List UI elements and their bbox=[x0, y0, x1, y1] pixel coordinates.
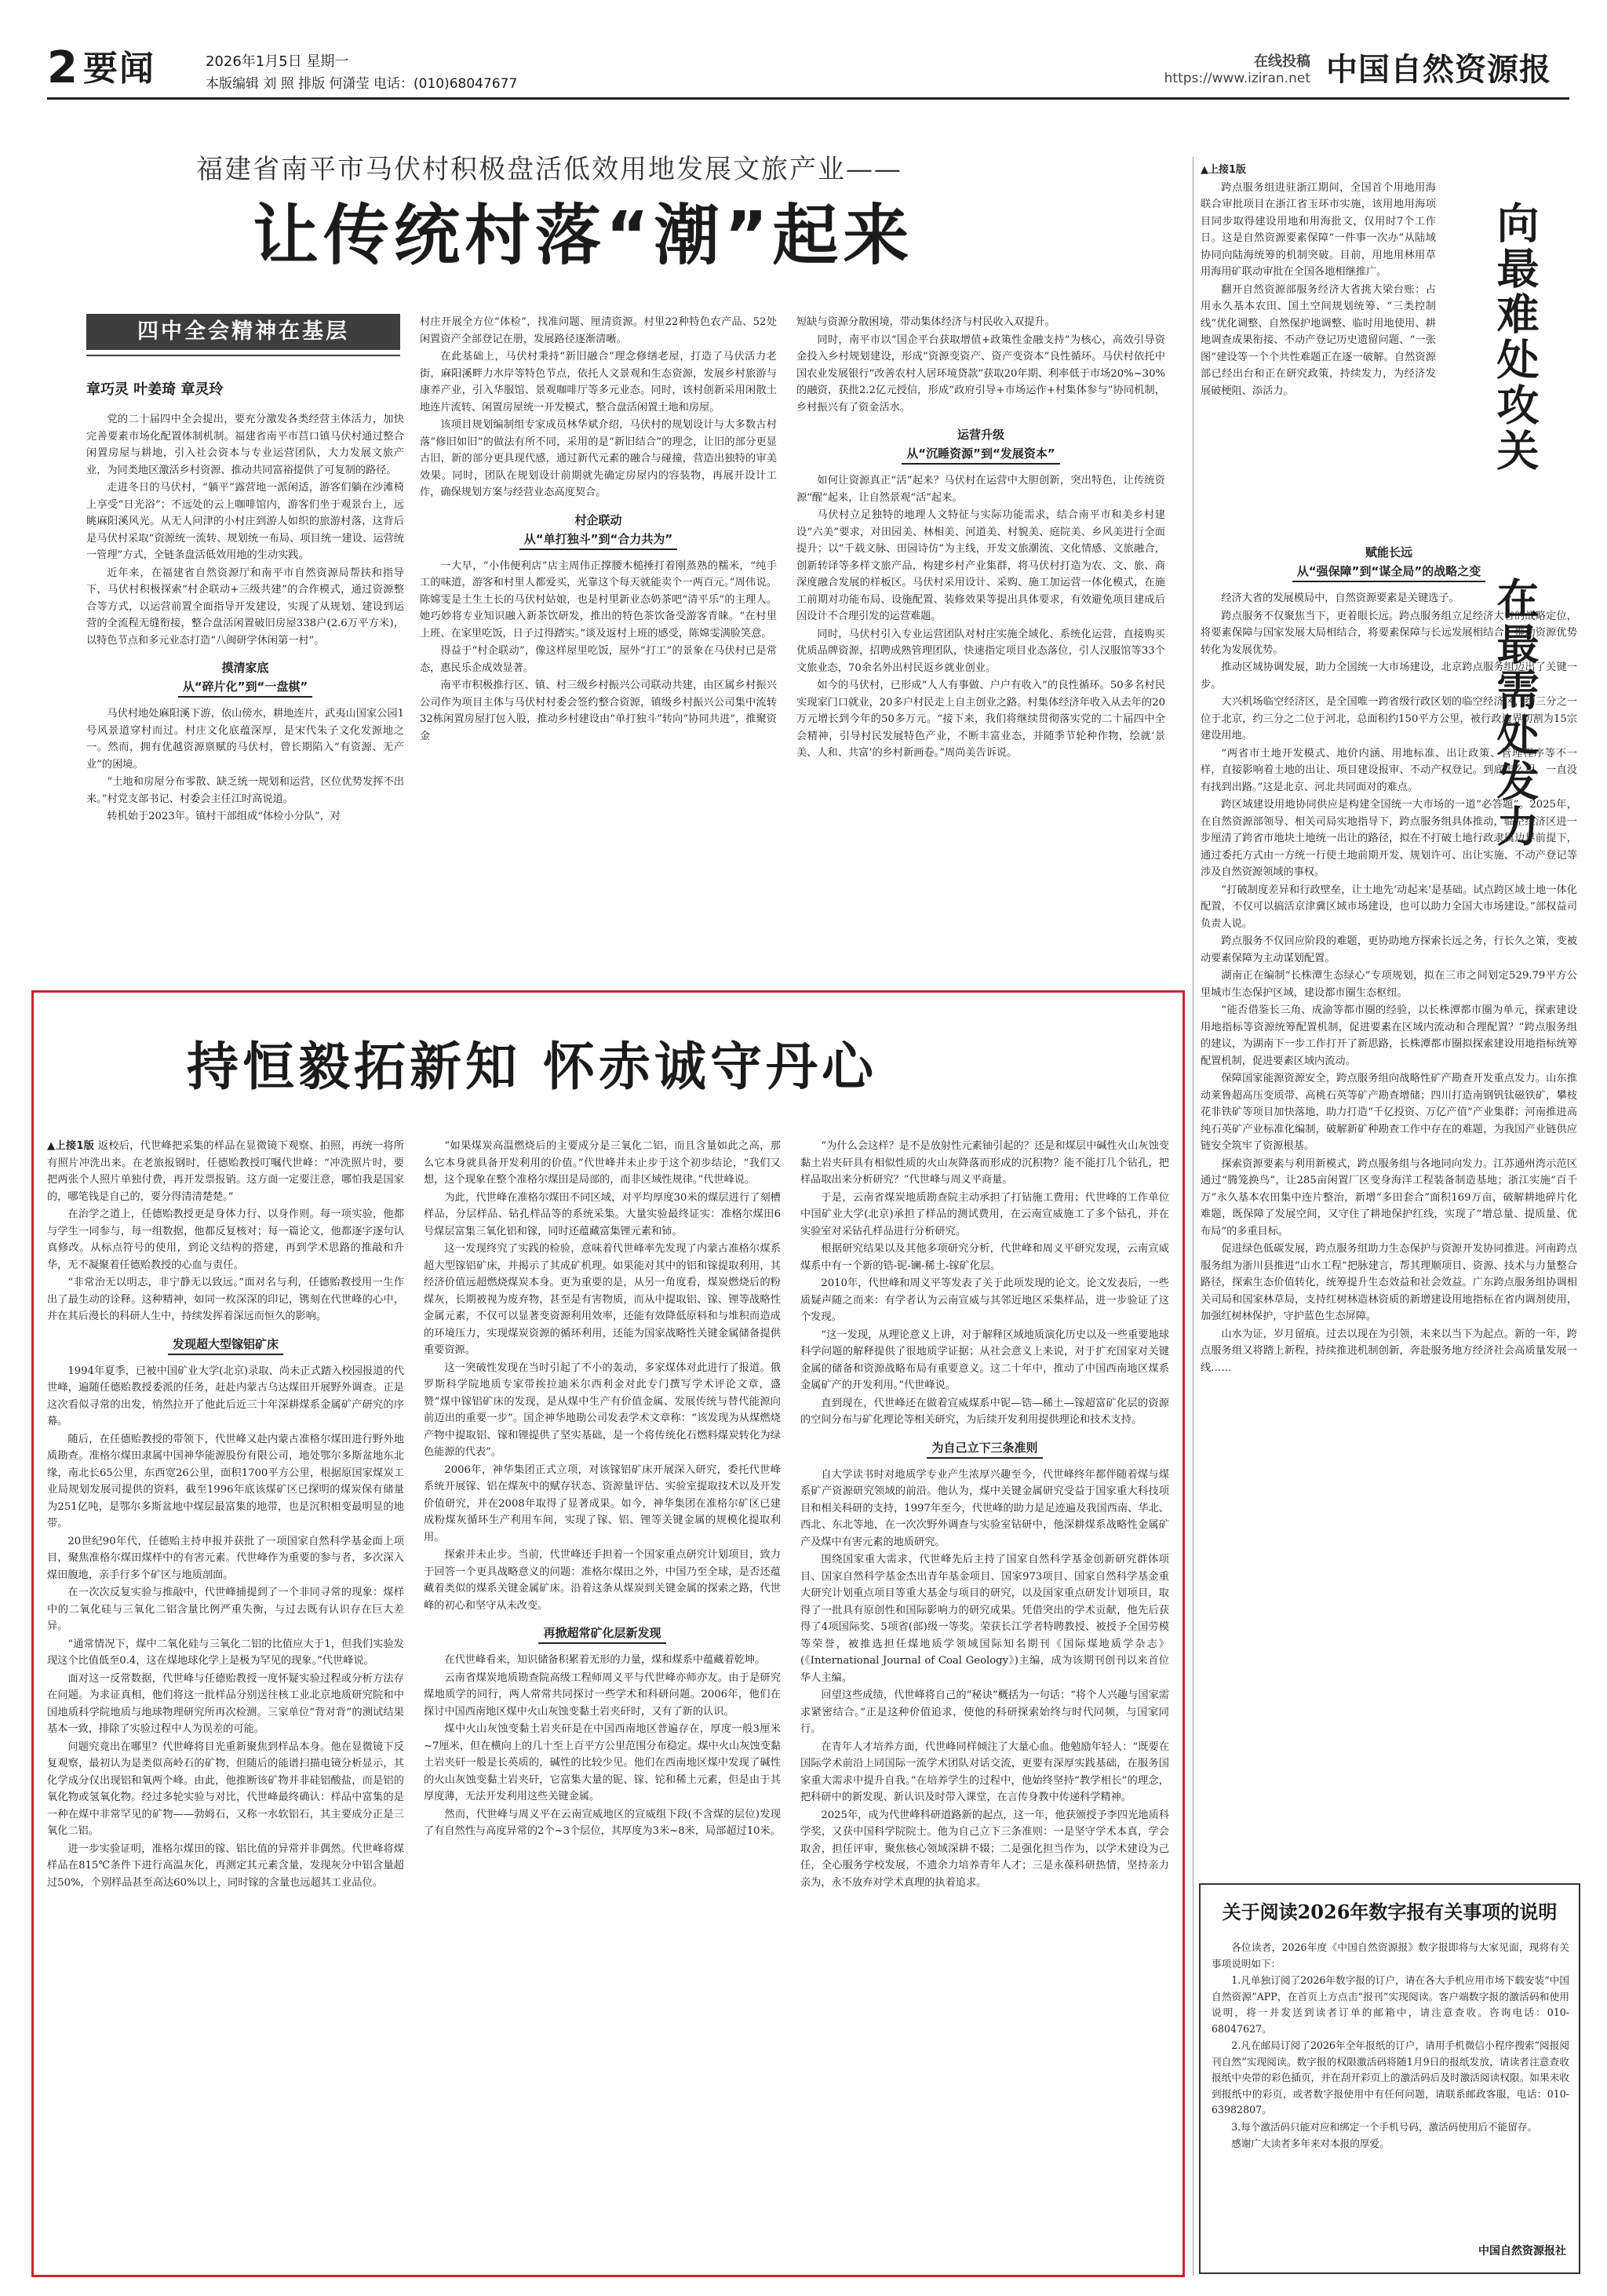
paragraph: 20世纪90年代，任德贻主持申报并获批了一项国家自然科学基金面上项目，聚焦准格尔煤田煤样中的有害元素。代世峰作为重要的参与者，多次深入煤田腹地，亲手行多个矿区与地质剖面。 bbox=[47, 1535, 404, 1581]
paper-name: 中国自然资源报 bbox=[1326, 51, 1551, 88]
paragraph: 直到现在，代世峰还在做着宣威煤系中铌—锆—稀土—镓超富矿化层的资源的空间分布与矿化理论等相关研究，为后续开发利用提供理论和技术支持。 bbox=[800, 1397, 1169, 1426]
paragraph: 推动区域协调发展，助力全国统一大市场建设，北京跨点服务组迈出了关键一步。 bbox=[1201, 661, 1577, 691]
paragraph: 短缺与资源分散困境，带动集体经济与村民收入双提升。 bbox=[796, 316, 1055, 328]
section-name: 要闻 bbox=[83, 49, 155, 89]
paragraph: 该项目规划编制组专家成员林华斌介绍，马伏村的规划设计与大多数古村落“修旧如旧”的做法有所不同，采用的是“新旧结合”的理念，让旧的部分更显古旧，新的部分更具现代感，通过新代元素的融合与碰撞，营造出独特的审美效果。同时，团队在规划设计前期就先确定房屋内的容装物，再展开设计工作，确保规划方案与经营业态高度契合。 bbox=[420, 419, 777, 498]
paragraph: 如今的马伏村，已形成“人人有事做、户户有收入”的良性循环。50多名村民实现家门口就业，20多户村民走上自主创业之路。村集体经济年收入从去年的20万元增长到今年的50多万元。“接下来，我们将继续贯彻落实党的二十届四中全会精神，引导村民发展特色产业，不断丰富业态，并随季节轮种作物，绘就‘景美、人和、共富’的乡村新画卷。”周尚美告诉说。 bbox=[796, 680, 1165, 759]
column-tag-underline bbox=[86, 355, 400, 356]
sidebar-column-top bbox=[1201, 162, 1436, 519]
paragraph: 2025年，成为代世峰科研道路新的起点，这一年，他获颁授予李四光地质科学奖，又获中国科学院院士。他为自己立下三条准则：一是坚守学术本真，学会取舍，担任评审，聚焦核心领域深耕不辍；二是强化担当作为，以学术建设为己任，全心服务学校发展，不遗余力培养青年人才；三是永葆科研热情，坚持亲力亲为，永不放弃对学术真理的执着追求。 bbox=[800, 1809, 1169, 1889]
article-1-column-2 bbox=[420, 314, 777, 979]
paragraph: 得益于“村企联动”，像这样屋里吃饭，屋外“打工”的景象在马伏村已是常态，惠民乐企成效显著。 bbox=[420, 645, 777, 674]
paragraph: 围绕国家重大需求，代世峰先后主持了国家自然科学基金创新研究群体项目、国家自然科学基金杰出青年基金项目、国家973项目、国家自然科学基金重大研究计划重点项目等重大基金与项目的研究，以及国家重点研发计划项目，取得了一批具有原创性和国际影响力的研究成果。凭借突出的学术贡献，他先后获得了4项国际奖、5项省(部)级一等奖。荣获长江学者特聘教授、被授予全国劳模等荣誉，被推选担任煤地质学领域国际知名期刊《国际煤地质学杂志》(《International Journal of Coal Geology》)主编，成为该期刊创刊以来首位华人主编。 bbox=[800, 1554, 1169, 1684]
paragraph: 问题究竟出在哪里？代世峰将目光重新聚焦到样品本身。他在显微镜下反复观察，最初认为是类似高岭石的矿物，但随后的能谱扫描电镜分析显示，其化学成分仅出现铝和氧两个峰。由此，他推断该矿物并非硅铝酸盐，而是铝的氧化物或氢氧化物。经过多轮实验与对比，代世峰最终确认：样品中富集的是一种在煤中非常罕见的矿物——勃姆石，又称一水软铝石，其主要成分正是三氧化二铝。 bbox=[47, 1740, 404, 1837]
paragraph: 回望这些成绩，代世峰将自己的“秘诀”概括为一句话：“将个人兴趣与国家需求紧密结合。”正是这种价值追求，使他的科研探索始终与时代同频，与国家同行。 bbox=[800, 1689, 1169, 1735]
subhead-operation-upgrade: 运营升级 从“沉睡资源”到“发展资本” bbox=[796, 425, 1165, 465]
paragraph: 近年来，在福建省自然资源厅和南平市自然资源局帮扶和指导下，马伏村积极探索“村企联动+三级共建”的合作模式，通过资源整合等方式，以运营前置全面指导开发建设，实现了从规划、建设到运营的全流程无缝衔接，整合盘活闲置破旧房屋338户(2.6万平方米)，以特色节点和多元业态打造“八闽研学休闲第一村”。 bbox=[86, 567, 404, 647]
paragraph: 在青年人才培养方面，代世峰同样倾注了大量心血。他勉励年轻人：“既要在国际学术前沿上同国际一流学术团队对话交流，更要有深厚实践基础，在服务国家重大需求中提升自我。”在培养学生的过程中，他始终坚持“教学相长”的理念，把科研中的新发现、新认识及时带入课堂，在言传身教中传递科学精神。 bbox=[800, 1740, 1169, 1803]
sidebar-subhead: 赋能长远 从“强保障”到“谋全局”的战略之变 bbox=[1201, 543, 1577, 582]
online-submission-label: 在线投稿 bbox=[1254, 53, 1310, 70]
paragraph: 跨点服务不仅聚焦当下，更着眼长远。跨点服务组立足经济大省的战略定位，将要素保障与国家发展大局相结合，将要素保障与长远发展相结合，推动资源优势转化为发展优势。 bbox=[1201, 610, 1577, 656]
paragraph: “非常治无以明志，非宁静无以致远。”面对名与利，任德贻教授用一生作出了最生动的诠释。这种精神，如同一枚深深的印记，镌刻在代世峰的心中，并在其后漫长的科研人生中，持续发挥着深远而恒久的影响。 bbox=[47, 1277, 404, 1322]
paragraph: “打破制度差异和行政壁垒，让土地先‘动起来’是基础。试点跨区域土地一体化配置，不仅可以搞活京津冀区域市场建设，也可以助力全国大市场建设。”部权益司负责人说。 bbox=[1201, 884, 1577, 930]
paragraph: 大兴机场临空经济区，是全国唯一跨省级行政区划的临空经济区，约三分之一位于北京，约三分之二位于河北，总面积约150平方公里，被行政边界切割为15宗建设用地。 bbox=[1201, 696, 1577, 742]
paragraph: 马伏村地处麻阳溪下游，依山傍水，耕地连片，武夷山国家公园1号风景道穿村而过。村庄文化底蕴深厚，是宋代朱子文化发源地之一。然而，拥有优越资源禀赋的马伏村，曾长期陷入“有资源、无产业”的困境。 bbox=[86, 708, 404, 771]
paragraph: 为此，代世峰在准格尔煤田不同区域，对平均厚度30米的煤层进行了刻槽样品，分层样品、钻孔样品等的系统采集。大量实验最终证实：准格尔煤田6号煤层富集三氧化铝和镓，同时还蕴藏富集锂元素和铈。 bbox=[424, 1191, 781, 1237]
article-1-bylines: 章巧灵 叶姜琦 章灵玲 bbox=[86, 381, 224, 398]
paragraph: 各位读者，2026年度《中国自然资源报》数字报即将与大家见面，现将有关事项说明如下： bbox=[1212, 1941, 1569, 1970]
paragraph: 跨点服务不仅回应阶段的难题，更协助地方探索长远之务，行长久之策，变被动要素保障为主动谋划配置。 bbox=[1201, 935, 1577, 964]
subhead-three-principles: 为自己立下三条准则 bbox=[800, 1438, 1169, 1459]
article-2-headline: 持恒毅拓新知 怀赤诚守丹心 bbox=[187, 1037, 877, 1097]
paragraph: 同时，南平市以“国企平台获取增值+政策性金融支持”为核心，高效引导资金投入乡村规划建设，形成“资源变资产、资产变资本”良性循环。马伏村依托中国农业发展银行“改善农村人居环境贷款”获取20年期、利率低于市场20%~30%的融资，获批2.2亿元授信，形成“政府引导+市场运作+村集体参与”协同机制，乡村振兴有了资金活水。 bbox=[796, 333, 1165, 414]
paragraph: 然而，代世峰与周义平在云南宣威地区的宣威组下段(不含煤的层位)发现了有自然性与高度异常的2个~3个层位，其厚度为3米~8米，局部超过10米。 bbox=[424, 1808, 781, 1837]
submission-url[interactable]: https://www.iziran.net bbox=[1164, 71, 1310, 86]
paragraph: 随后，在任德贻教授的带领下，代世峰又赴内蒙古准格尔煤田进行野外地质勘查。准格尔煤田隶属中国神华能源股份有限公司，地处鄂尔多斯盆地东北缘，南北长65公里，东西宽26公里，面积1700平方公里，根据原国家煤炭工业局规划发展司提供的资料，截至1996年底该煤矿区已探明的煤炭保有储量为251亿吨，是鄂尔多斯盆地中煤层最富集的地带，也是沉积相变最明显的地带。 bbox=[47, 1433, 404, 1529]
paragraph: 于是，云南省煤炭地质勘查院主动承担了打钻施工费用；代世峰的工作单位中国矿业大学(北京)承担了样品的测试费用，在云南宣威施工了多个钻孔，并在实验室对采钻孔样品进行分析研究。 bbox=[800, 1191, 1169, 1237]
paragraph: 1994年夏季，已被中国矿业大学(北京)录取、尚未正式踏入校园报道的代世峰，遍随任德贻教授委派的任务，赶赴内蒙古乌达煤田开展野外调查。正是这次看似寻常的出发，悄然拉开了他此后近三十年深耕煤系金属矿产研究的序幕。 bbox=[47, 1365, 404, 1427]
subhead-mapping-assets: 摸清家底 从“碎片化”到“一盘棋” bbox=[86, 658, 404, 698]
paragraph: “两省市土地开发模式、地价内涵、用地标准、出让政策、管理程序等不一样，直接影响着土地的出让、项目建设报审、不动产权登记。到底怎么用，一直没有找到出路。”这是北京、河北共同面对的难点。 bbox=[1201, 747, 1577, 793]
paragraph: “土地和房屋分布零散、缺乏统一规划和运营，区位优势发挥不出来。”村党支部书记、村委会主任江时高说道。 bbox=[86, 776, 404, 805]
article-1-column-3 bbox=[796, 314, 1165, 979]
paragraph: 1.凡单独订阅了2026年数字报的订户，请在各大手机应用市场下载安装“中国自然资源”APP，在首页上方点击“报刊”实现阅读。客户端数字报的激活码和使用说明，将一并发送到读者订单的邮箱中，请注意查收。咨询电话：010-68047627。 bbox=[1212, 1974, 1569, 2035]
paragraph: 翻开自然资源部服务经济大省挑大梁台账：占用永久基本农田、国土空间规划统筹、“三类控制线”优化调整、自然保护地调整、临时用地使用、耕地调查成果衔接、不动产登记历史遗留问题、“一张图”建设等一个个共性难题正在逐一破解。自然资源部已经出台和正在研究政策，持续发力，为经济发展破梗阻、添活力。 bbox=[1201, 283, 1436, 397]
paragraph: 2010年，代世峰和周义平等发表了关于此项发现的论文。论文发表后，一些质疑声随之而来：有学者认为云南宣威与其邻近地区采集样品，进一步验证了这个发现。 bbox=[800, 1277, 1169, 1323]
article-1-headline: 让传统村落“潮”起来 bbox=[253, 197, 914, 274]
masthead bbox=[47, 42, 1569, 94]
paragraph: 村庄开展全方位“体检”，找准问题、厘清资源。村里22种特色农产品、52处闲置资产全部登记在册，发展路径逐渐清晰。 bbox=[420, 316, 777, 345]
paragraph: “为什么会这样？是不是放射性元素铀引起的？还是和煤层中碱性火山灰蚀变黏土岩夹矸具有相似性质的火山灰降落而形成的沉积物？能不能打几个钻孔，把样品取出来分析研究？”代世峰与周义平商量。 bbox=[800, 1140, 1169, 1186]
staff-line: 本版编辑 刘 照 排版 何潇莹 电话：(010)68047677 bbox=[206, 76, 518, 92]
notice-signature: 中国自然资源报社 bbox=[1478, 2245, 1566, 2258]
subhead-new-mineralized-layer: 再掀超常矿化层新发现 bbox=[424, 1624, 781, 1644]
paragraph: 这一突破性发现在当时引起了不小的轰动，多家煤体对此进行了报道。俄罗斯科学院地质专家带挨拉迪米尔西利金对此专门撰写学术评论文章，盛赞“煤中镓铝矿床的发现，是从煤中生产有价值金属、发展传统与替代能源向前迈出的重要一步”。国企神华地勘公司发表学术文章称：“该发现为从煤燃烧产物中提取铝、镓和锂提供了坚实基础，是一个将传统化石燃料煤炭转化为绿色能源的代表”。 bbox=[424, 1361, 781, 1458]
paragraph: 探索并未止步。当前，代世峰还手担着一个国家重点研究计划项目，致力于回答一个更具战略意义的问题：准格尔煤田之外，中国乃至全球，是否还蕴藏着类似的煤系关键金属矿床。沿着这条从煤炭到关键金属的探索之路，代世峰的初心和坚守从未改变。 bbox=[424, 1549, 781, 1612]
paragraph: 保障国家能源资源安全，跨点服务组向战略性矿产勘查开发重点发力。山东推动莱鲁超高压变质带、高桃石英等矿产勘查增储；四川打造南钢钒钛磁铁矿，攀枝花非铁矿等项目加快落地，助力打造“千亿投资、万亿产值”产业集群；河南推进高纯石英矿产业标准化编制，破解新矿种勘查工作中存在的难题，为我国产业链供应链安全筑牢了资源根基。 bbox=[1201, 1073, 1577, 1152]
paragraph: 在一次次反复实验与推敲中，代世峰捕提到了一个非同寻常的现象：煤样中的二氧化硅与三氧化二铝含量比例严重失衡，与过去既有认识存在巨大差异。 bbox=[47, 1587, 404, 1632]
paragraph: 这一发现终究了实践的检验，意味着代世峰率先发现了内蒙古准格尔煤系超大型镓铝矿床，并揭示了其成矿机理。如果能对其中的铝和镓提取利用，其经济价值远超燃烧煤炭本身。更为重要的是，从另一角度看，煤炭燃烧后的粉煤灰，长期被视为废弃物，甚至是有害物质，而从中提取铝、镓、锂等战略性金属元素，不仅可以显著变资源利用效率，还能有效降低原料和与堆积而造成的环境压力，实现煤炭资源的循环利用，还能为国家战略性关键金属储备提供重要资源。 bbox=[424, 1243, 781, 1356]
paragraph: 2.凡在邮局订阅了2026年全年报纸的订户，请用手机微信小程序搜索“阅报阅刊自然”实现阅读。数字报的权限激活码将随1月9日的报纸发放，请读者注意查收报纸中央带的彩色插页，并在刮开彩页上的激活码后及时激活阅读权限。如果未收到报纸中的彩页，或者数字报使用中有任何问题，请联系邮政客服，电话：010-63982807。 bbox=[1212, 2039, 1569, 2116]
sidebar-continued-from: ▲上接1版 bbox=[1201, 164, 1247, 176]
article-2-column-1 bbox=[47, 1138, 404, 2260]
paragraph: 云南省煤炭地质勘查院高级工程师周义平与代世峰亦师亦友。由于是研究煤地质学的同行，两人常常共同探讨一些学术和科研问题。2006年，他们在探讨中国西南地区煤中火山灰蚀变黏土岩夹矸时，又有了新的认识。 bbox=[424, 1671, 781, 1718]
paragraph: 根据研究结果以及其他多项研究分析，代世峰和周义平研究发现，云南宣威煤系中有一个新的锆-铌-镧-稀土-镓矿化层。 bbox=[800, 1243, 1169, 1272]
paragraph: 3.每个激活码只能对应和绑定一个手机号码，激活码使用后不能留存。 bbox=[1231, 2120, 1538, 2133]
paragraph: 煤中火山灰蚀变黏土岩夹矸是在中国西南地区普遍存在，厚度一般3厘米~7厘米，但在横向上的几十至上百平方公里范围分布稳定。煤中火山灰蚀变黏土岩夹矸一般是长英质的，碱性的比较少见。他们在西南地区煤中发现了碱性的火山灰蚀变黏土岩夹矸，它富集大量的铌、镓、铊和稀土元素，但是由于其厚度薄，无法开发利用这些关键金属。 bbox=[424, 1723, 781, 1802]
sidebar-vertical-headline-right: 向最难处攻关 bbox=[1490, 201, 1540, 474]
paragraph: 一大早，“小伟便利店”店主周伟正撑腰木槌捶打着刚蒸熟的糯米，“纯手工的味道，游客和村里人都爱买，光靠这个每天就能卖个一两百元。”周伟说。陈嫦雯是土生土长的马伏村姑娘，也是村里新业态奶茶吧“清平乐”的主理人。她巧妙将专业知识融入新茶饮研发，推出的特色茶饮备受游客青睐。“在村里上班、在家里吃饭，日子过得踏实。”谈及返村上班的感受，陈嫦雯满脸笑意。 bbox=[420, 559, 777, 640]
paragraph: “通常情况下，煤中二氧化硅与三氧化二铝的比值应大于1，但我们实验发现这个比值低至0.4，这在煤地球化学上是极为罕见的现象。”代世峰说。 bbox=[47, 1638, 404, 1667]
issue-date: 2026年1月5日 星期一 bbox=[206, 53, 349, 70]
paragraph: ▲上接1版 返校后，代世峰把采集的样品在显微镜下观察、拍照，再统一将所有照片冲洗出来。在老旅报钢时，任德贻教授叮嘱代世峰：“冲洗照片时，要把两张个人照片单独付费，再开发票报销。这方面一定要注意，哪怕我是国家的，哪笔钱是自己的，要分得清清楚楚。” bbox=[47, 1140, 404, 1203]
paragraph: 山水为证，岁月留痕。过去以现在为引领，未来以当下为起点。新的一年，跨点服务组又将踏上新程，持续推进机制创新，奔赴服务地方经济社会高质量发展一线…… bbox=[1201, 1328, 1577, 1374]
paragraph: 自大学读书时对地质学专业产生浓厚兴趣至今，代世峰终年都伴随着煤与煤系矿产资源研究领域的前沿。他认为，煤中关键金属研究受益于国家重大科技项目和相关科研的支持，1997年至今，代世峰的助力是足迹遍及我国西南、华北、西北、东北等地，在一次次野外调查与实验室钻研中，他深耕煤系战略性金属矿产及煤中有害元素的地质研究。 bbox=[800, 1468, 1169, 1548]
paragraph: 感谢广大读者多年来对本报的厚爱。 bbox=[1231, 2137, 1390, 2149]
notice-box bbox=[1199, 1883, 1580, 2274]
paragraph: 在此基础上，马伏村秉持“新旧融合”理念修缮老屋，打造了马伏活力老街，麻阳溪畔力水岸等特色节点，依托人文景观和生态资源，发展乡村旅游与康养产业，引入华服馆、景观咖啡厅等多元业态。同时，该村创新采用闲散土地连片流转、闲置房屋统一开发模式，整合盘活闲置土地和房屋。 bbox=[420, 351, 777, 414]
paragraph: 进一步实验证明，准格尔煤田的镓、铝比值的异常并非偶然。代世峰将煤样品在815℃条件下进行高温灰化，再测定其元素含量，发现灰分中铝含量超过50%，个别样品甚至高达60%以上，同时镓的含量也远超其工业品位。 bbox=[47, 1842, 404, 1889]
paragraph: 走进冬日的马伏村，“躺平”露营地一派闲适，游客们躺在沙滩椅上享受“日光浴”；不远处的云上咖啡馆内，游客们坐于观景台上，远眺麻阳溪风光。从无人问津的小村庄到游人如织的旅游村落，这背后是马伏村采取“资源统一流转、规划统一布局、项目统一建设、运营统一管理”方式，全链条盘活低效用地的生动实践。 bbox=[86, 482, 404, 561]
paragraph: 探索资源要素与利用新模式，跨点服务组与各地同向发力。江苏通州湾示范区通过“腾笼换鸟”，让285亩闲置厂区变身海洋工程装备制造基地；浙江实施“百千万”永久基本农田集中连片整治，新增“多田套合”面积169万亩，破解耕地碎片化难题，既保障了发展空间，又守住了耕地保护红线，实现了“增总量、提质量、优布局”的多重目标。 bbox=[1201, 1157, 1577, 1237]
paragraph: “这一发现，从理论意义上讲，对于解释区域地质演化历史以及一些重要地球科学问题的解释提供了很地质学证据；从社会意义上来说，对于扩充国家对关键金属的储备和资源战略布局有重要意义。这二十年中，推动了中国西南地区煤系金属矿产的开发利用。”代世峰说。 bbox=[800, 1328, 1169, 1391]
sidebar-column-main bbox=[1201, 543, 1577, 1830]
paragraph: 转机始于2023年。镇村干部组成“体检小分队”，对 bbox=[107, 811, 341, 822]
article-1-column-1 bbox=[86, 411, 404, 979]
subhead-gallium-aluminum-deposit: 发现超大型镓铝矿床 bbox=[47, 1335, 404, 1355]
subhead-village-enterprise: 村企联动 从“单打独斗”到“合力共为” bbox=[420, 511, 777, 550]
column-tag bbox=[86, 314, 400, 350]
column-tag-text: 四中全会精神在基层 bbox=[137, 319, 349, 344]
paragraph: 促进绿色低碳发展，跨点服务组助力生态保护与资源开发协同推进。河南跨点服务组为浙川县推进“山水工程”把脉建言，帮其理顺项目、资源、技术与力量整合路径，探索生态价值转化，统筹提升生态效益和社会效益。广东跨点服务组协调相关司局和国家林草局，支持红树林造林资质的新增建设用地指标在省内调剂使用，加强红树林保护，守护蓝色生态屏障。 bbox=[1201, 1243, 1577, 1322]
paragraph: 南平市积极推行区、镇、村三级乡村振兴公司联动共建，由区属乡村振兴公司作为项目主体与马伏村村委会签约整合资源，镇级乡村振兴公司集中流转32栋闲置房屋打包入股，推动乡村建设由“单打独斗”转向“协同共进”，推聚资金 bbox=[420, 680, 777, 742]
paragraph: “如果煤炭高温燃烧后的主要成分是三氧化二铝，而且含量如此之高，那么它本身就具备开发利用的价值。”代世峰并未止步于这个初步结论，“我们又想，这个现象在整个准格尔煤田是局部的，而非区域性规律。”代世峰说。 bbox=[424, 1140, 781, 1186]
article-2-column-3 bbox=[800, 1138, 1169, 2260]
sidebar-vertical-headline-left: 在最需处发力 bbox=[1490, 577, 1540, 850]
paragraph: 湖南正在编制“长株潭生态绿心”专项规划，拟在三市之间划定529.79平方公里城市生态保护区域，建设都市圈生态枢纽。 bbox=[1201, 970, 1577, 999]
article-1-kicker: 福建省南平市马伏村积极盘活低效用地发展文旅产业—— bbox=[196, 154, 902, 185]
notice-title: 关于阅读2026年数字报有关事项的说明 bbox=[1222, 1901, 1558, 1923]
paragraph: 马伏村立足独特的地理人文特征与实际功能需求，结合南平市和美乡村建设“六美”要求，对田园美、林相美、河道美、村貌美、庭院美、乡风美进行全面提升；以“千载文脉、田园诗仿”为主线，开发文旅潮流、文化情感、文旅融合，创新转译等多样文旅产品，构建乡村产业集群，将马伏村打造为农、文、旅、商深度融合发展的样板区。马伏村采用设计、采购、施工加运营一体化模式，在施工前期对功能布局、设施配置、装修效果等提出具体要求，有效避免项目建成后因设计不合理引发的运营难题。 bbox=[796, 509, 1165, 622]
paragraph: 同时，马伏村引入专业运营团队对村庄实施全域化、系统化运营，直接购买优质品牌资源，招聘成熟管理团队，快速指定项目业态落位，引人汉服馆等33个文旅业态，70余名外出村民返乡就业创业。 bbox=[796, 628, 1165, 674]
paragraph: 如何让资源真正“活”起来？马伏村在运营中大胆创新，突出特色，让传统资源“醒”起来，让自然景观“活”起来。 bbox=[796, 475, 1165, 504]
masthead-rule bbox=[47, 97, 1569, 100]
paragraph: 经济大省的发展模局中，自然资源要素是关键选子。 bbox=[1221, 592, 1459, 604]
paragraph: 2006年，神华集团正式立项，对该镓铝矿床开展深入研究，委托代世峰系统开展镓、铝在煤灰中的赋存状态、资源量评估、实验室提取技术以及开发价值研究，并在2008年取得了显著成果。如今，神华集团在准格尔矿区已建成粉煤灰循环生产利用车间，实现了镓、铝、锂等关键金属的规模化提取利用。 bbox=[424, 1463, 781, 1543]
notice-body bbox=[1212, 1940, 1569, 2238]
paragraph: 在治学之道上，任德贻教授更是身体力行、以身作则。每一项实验，他都与学生一同参与，每一组数据，他都反复核对；每一篇论文，他都逐字逐句认真修改。从标点符号的使用，到论文结构的搭建，再到学术思路的推敲和升华，无不凝聚着任德贻教授的心血与责任。 bbox=[47, 1208, 404, 1271]
page-number: 2 bbox=[47, 42, 78, 93]
paragraph: 跨点服务组进驻浙江期间，全国首个用地用海联合审批项目在浙江省玉环市实施，该用地用海项目同步取得建设用地和用海批文，仅用时7个工作日。这是自然资源要素保障“一件事一次办”从陆域协同向陆海统筹的机制突破。目前，用地用林用草用海用矿联动审批在全国各地相继推广。 bbox=[1201, 181, 1436, 278]
continued-from: ▲上接1版 bbox=[47, 1140, 95, 1152]
paragraph: 面对这一反常数据，代世峰与任德贻教授一度怀疑实验过程或分析方法存在问题。为求证真相，他们将这一批样品分别送往核工业北京地质研究院和中国地质科学院地质与地球物理研究所再次检测。三家单位“背对背”的测试结果基本一致，排除了实验过程中人为误差的可能。 bbox=[47, 1672, 404, 1735]
paragraph: 在代世峰看来，知识储备积累着无形的力量，煤和煤系中蕴藏着乾坤。 bbox=[444, 1654, 766, 1666]
paragraph: 跨区域建设用地协同供应是构建全国统一大市场的一道“必答题”。2025年，在自然资源部领导、相关司局实地指导下，跨点服务组具体推动，临空经济区进一步厘清了跨省市地块土地统一出让的路径，拟在不打破土地行政隶属边界前提下，通过委托方式由一方统一行使土地前期开发、规划许可、出让实施、不动产登记等涉及自然资源领域的事权。 bbox=[1201, 799, 1577, 878]
article-2-column-2 bbox=[424, 1138, 781, 2260]
paragraph: “能否借鉴长三角、成渝等都市圈的经验，以长株潭都市圈为单元，探索建设用地指标等资源统筹配置机制，促进要素在区域内流动和合理配置？”跨点服务组的建议，为湖南下一步工作打开了新思路，长株潭都市圈拟探索建设用地指标统筹配置机制，促进要素区域内流动。 bbox=[1201, 1004, 1577, 1067]
paragraph: 党的二十届四中全会提出，要充分激发各类经营主体活力，加快完善要素市场化配置体制机制。福建省南平市莒口镇马伏村通过整合闲置房屋与耕地，引入社会资本与专业运营团队，大力发展文旅产业，为同类地区激活乡村资源、推动共同富裕提供了可复制的路径。 bbox=[86, 414, 404, 476]
